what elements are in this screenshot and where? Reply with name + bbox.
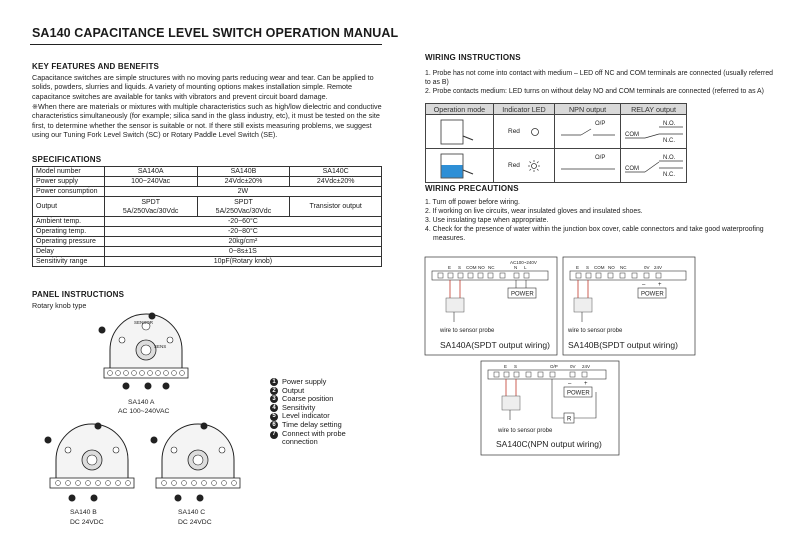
table-row (33, 167, 382, 177)
npn-cell (555, 149, 621, 183)
spec-cell (104, 197, 197, 217)
npn-op-label: O/P (594, 120, 605, 127)
terminal-label: COM (466, 265, 477, 270)
precaution-item: 3. Use insulating tape when appropriate. (425, 217, 549, 224)
npn-closed-switch-icon (557, 151, 619, 179)
relay-nc-label: N.C. (662, 137, 675, 144)
spec-cell: 10pF(Rotary knob) (104, 257, 381, 267)
terminal-label: NO (608, 265, 615, 270)
unit-b-supply: DC 24VDC (70, 519, 104, 526)
mode-cell (426, 115, 494, 149)
terminal-label: S (458, 265, 462, 270)
ac-voltage-label: AC100~240V (510, 260, 537, 265)
unit-c-supply: DC 24VDC (178, 519, 212, 526)
spec-cell-line: SPDT (234, 198, 253, 206)
led-cell (493, 149, 554, 183)
terminal-label: S (586, 265, 590, 270)
table-row (33, 187, 382, 197)
key-features-para1: Capacitance switches are simple structures with no moving parts reducing wear and tear. Can be applied to solids, powders, slurries and liquids. A variety of mounting options makes installation simple. Remote capacitance switches are available for tanks with vibrators and prevent circuit board damage. (32, 73, 374, 101)
table-row (426, 149, 687, 183)
terminal-label: N (514, 265, 518, 270)
relay-no-label: N.O. (662, 154, 675, 161)
page-title: SA140 CAPACITANCE LEVEL SWITCH OPERATION MANUAL (32, 26, 399, 40)
terminal-label: E (504, 364, 508, 369)
npn-op-label: O/P (594, 154, 605, 161)
precaution-item: 1. Turn off power before wiring. (425, 199, 520, 206)
spec-cell: 24Vdc±20% (197, 177, 290, 187)
polarity-minus: – (642, 282, 646, 288)
terminal-label: 24V (654, 265, 663, 270)
unit-a-name: SA140 A (128, 399, 155, 406)
diagram-caption-c: SA140C(NPN output wiring) (496, 439, 602, 449)
relay-nc-icon (623, 116, 685, 146)
unit-b-name: SA140 B (70, 509, 97, 516)
panel-heading: PANEL INSTRUCTIONS (32, 290, 125, 299)
legend-text: Time delay setting (282, 419, 342, 429)
column-header: Indicator LED (493, 104, 554, 115)
npn-cell (555, 115, 621, 149)
panel-subheading: Rotary knob type (32, 301, 87, 310)
relay-com-label: COM (624, 165, 639, 172)
spec-cell: Transistor output (290, 197, 382, 217)
terminal-label: NC (620, 265, 627, 270)
legend-text: Connect with probe connection (282, 428, 346, 447)
led-color-label: Red (508, 162, 520, 170)
probe-label: wire to sensor probe (498, 428, 553, 434)
spec-cell: SA140C (290, 167, 382, 177)
spec-cell (197, 197, 290, 217)
column-header: RELAY output (621, 104, 687, 115)
wiring-item-2: 2. Probe contacts medium: LED turns on without delay NO and COM terminals are connected (referred to as A) (425, 88, 764, 95)
spec-label: Sensitivity range (33, 257, 105, 267)
spec-label: Operating temp. (33, 227, 105, 237)
table-row (33, 217, 382, 227)
terminal-label: NC (488, 265, 495, 270)
relay-cell (621, 115, 687, 149)
diagram-caption-a: SA140A(SPDT output wiring) (440, 340, 550, 350)
spec-cell: SA140B (197, 167, 290, 177)
wiring-diagram-a (424, 256, 558, 356)
legend-text: Sensitivity (282, 402, 316, 412)
legend-item (270, 430, 390, 447)
led-color-label: Red (508, 128, 520, 136)
spec-label: Output (33, 197, 105, 217)
power-label: POWER (641, 291, 664, 298)
table-row (33, 227, 382, 237)
legend-number: 2 (270, 387, 278, 395)
legend-number: 4 (270, 404, 278, 412)
legend-number: 6 (270, 421, 278, 429)
specifications-heading: SPECIFICATIONS (32, 155, 102, 164)
legend-text: Coarse position (282, 394, 334, 404)
terminal-label: NO (478, 265, 485, 270)
legend-number: 1 (270, 378, 278, 386)
spec-cell-line: SPDT (141, 198, 161, 206)
spec-label: Power consumption (33, 187, 105, 197)
legend-number: 5 (270, 413, 278, 421)
terminal-label: L (524, 265, 527, 270)
spec-label: Operating pressure (33, 237, 105, 247)
precautions-list (425, 198, 780, 243)
precaution-item: 4. Check for the presence of water within the junction box cover, cable connectors and take good waterproofing measures. (425, 226, 764, 242)
terminal-label: E (448, 265, 452, 270)
terminal-label: O/P (550, 364, 558, 369)
spec-cell-line: 5A/250Vac/30Vdc (122, 207, 179, 215)
relay-nc-label: N.C. (662, 171, 675, 178)
wiring-heading: WIRING INSTRUCTIONS (425, 53, 521, 62)
power-label: POWER (567, 390, 590, 397)
relay-no-label: N.O. (662, 120, 675, 127)
led-on-icon (528, 160, 540, 172)
column-header: Operation mode (426, 104, 494, 115)
spec-cell: SA140A (104, 167, 197, 177)
specifications-table (32, 166, 382, 267)
panel-diagram-a (96, 310, 196, 400)
table-row (426, 115, 687, 149)
wiring-item-1: 1. Probe has not come into contact with medium – LED off NC and COM terminals are connected (usually referred to as B) (425, 70, 774, 86)
tank-full-icon (429, 150, 489, 180)
mode-cell (426, 149, 494, 183)
table-row (33, 257, 382, 267)
terminal-label: 0V (644, 265, 650, 270)
table-row (33, 177, 382, 187)
relay-no-icon (623, 150, 685, 180)
panel-diagram-c (148, 422, 248, 508)
table-row (426, 104, 687, 115)
spec-cell: 100~240Vac (104, 177, 197, 187)
spec-cell-line: 5A/250Vac/30Vdc (215, 207, 272, 215)
polarity-minus: – (568, 381, 572, 387)
led-cell (493, 115, 554, 149)
spec-label: Ambient temp. (33, 217, 105, 227)
resistor-label: R (567, 416, 572, 423)
terminal-label: 24V (582, 364, 591, 369)
spec-label: Model number (33, 167, 105, 177)
panel-diagram-b (42, 422, 142, 508)
precaution-item: 2. If working on live circuits, wear insulated gloves and insulated shoes. (425, 208, 643, 215)
table-row (33, 237, 382, 247)
legend-text: Output (282, 385, 305, 395)
diagram-caption-b: SA140B(SPDT output wiring) (568, 340, 678, 350)
spec-cell: -20~60°C (104, 217, 381, 227)
spec-label: Power supply (33, 177, 105, 187)
wiring-diagram-c (480, 360, 620, 456)
svg-text:SENSOR: SENSOR (134, 320, 154, 325)
wiring-diagram-b (562, 256, 696, 356)
title-divider (30, 44, 382, 45)
svg-text:SENS: SENS (154, 344, 167, 349)
tank-empty-icon (429, 116, 489, 146)
spec-cell: 2W (104, 187, 381, 197)
relay-com-label: COM (624, 131, 639, 138)
legend-text: Power supply (282, 377, 327, 386)
terminal-label: S (514, 364, 518, 369)
legend-number: 3 (270, 395, 278, 403)
power-label: POWER (511, 291, 534, 298)
unit-c-name: SA140 C (178, 509, 206, 516)
spec-label: Delay (33, 247, 105, 257)
spec-cell: 0~8s±1S (104, 247, 381, 257)
legend-number: 7 (270, 431, 278, 439)
terminal-label: COM (594, 265, 605, 270)
terminal-label: E (576, 265, 580, 270)
table-row (33, 197, 382, 217)
legend-text: Level indicator (282, 411, 330, 421)
column-header: NPN output (555, 104, 621, 115)
probe-label: wire to sensor probe (440, 328, 495, 334)
probe-label: wire to sensor probe (568, 328, 623, 334)
polarity-plus: + (584, 381, 588, 387)
spec-cell: -20~80°C (104, 227, 381, 237)
terminal-label: 0V (570, 364, 576, 369)
table-row (33, 247, 382, 257)
led-off-icon (530, 127, 540, 137)
polarity-plus: + (658, 282, 662, 288)
spec-cell: 24Vdc±20% (290, 177, 382, 187)
spec-cell: 20kg/cm² (104, 237, 381, 247)
key-features-heading: KEY FEATURES AND BENEFITS (32, 62, 160, 71)
key-features-para2: ※When there are materials or mixtures with multiple characteristics such as high/low dielectric and conductive characteristics simultaneously (for example; silica sand in the glass industry, etc), it must be tested on the site first, to determine whether the sensor is suitable or not. If there still exists measuring problems, we suggest using our Tuning Fork Level Switch (SC) or Rotary Paddle Level Switch (SE). (32, 102, 382, 140)
panel-legend (270, 378, 390, 447)
relay-cell (621, 149, 687, 183)
unit-a-supply: AC 100~240VAC (118, 408, 170, 415)
npn-open-switch-icon (557, 117, 619, 145)
operation-mode-table (425, 103, 687, 183)
precautions-heading: WIRING PRECAUTIONS (425, 184, 519, 193)
